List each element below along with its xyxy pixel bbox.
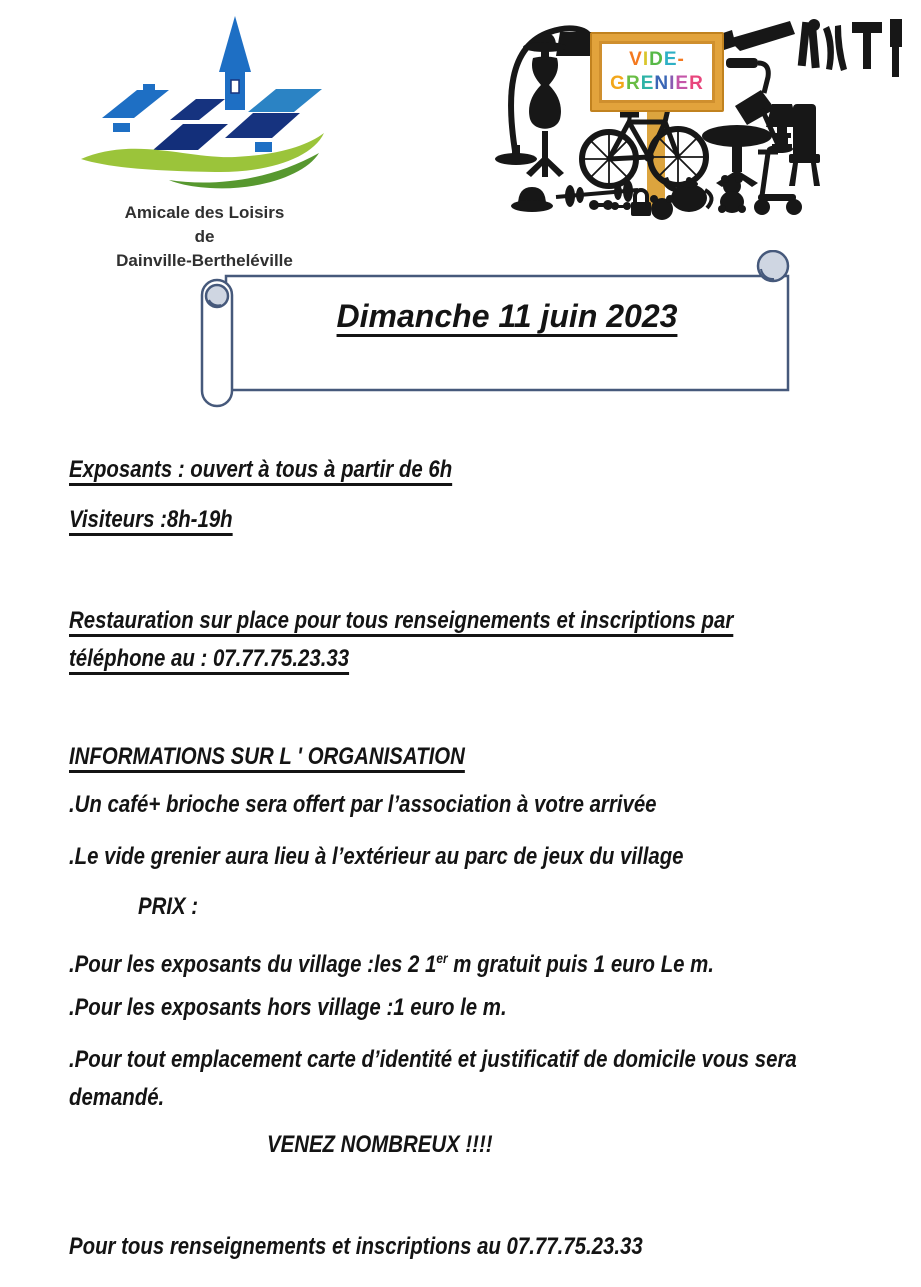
- informations-heading: INFORMATIONS SUR L ' ORGANISATION: [69, 743, 465, 770]
- sign-panel: [599, 41, 715, 103]
- cafe-line: .Un café+ brioche sera offert par l’association à votre arrivée: [69, 791, 657, 818]
- alarm-clock-icon: [650, 195, 674, 220]
- vide-grenier-clipart: [492, 6, 920, 224]
- lieu-line: .Le vide grenier aura lieu à l’extérieur au parc de jeux du village: [69, 843, 684, 870]
- sign-letter: G: [610, 73, 626, 94]
- sign-letter: V: [629, 49, 643, 70]
- sign-letter: E: [640, 73, 655, 94]
- identite-line1: .Pour tout emplacement carte d’identité et justificatif de domicile vous sera: [69, 1046, 797, 1073]
- teddy-bear-icon: [718, 175, 746, 213]
- sign-letter: R: [689, 73, 704, 94]
- prix-village-post: m gratuit puis 1 euro Le m.: [447, 951, 714, 978]
- visiteurs-line: Visiteurs :8h-19h: [69, 506, 233, 533]
- sign-letter: I: [642, 49, 650, 70]
- vide-grenier-sign: [590, 32, 724, 112]
- hat-icon: [511, 187, 553, 212]
- org-name-line1: Amicale des Loisirs: [124, 203, 285, 222]
- prix-village-pre: .Pour les exposants du village :les 2 1: [69, 951, 437, 978]
- sign-letter: -: [677, 49, 685, 70]
- prix-village-superscript: er: [436, 950, 448, 966]
- sign-letter: E: [675, 73, 690, 94]
- prix-label: PRIX :: [138, 893, 199, 920]
- org-name-line2: de: [194, 227, 215, 246]
- prix-village-line: [69, 942, 714, 981]
- prix-hors-line: .Pour les exposants hors village :1 euro le m.: [69, 994, 507, 1021]
- padlock-icon: [631, 190, 651, 216]
- identite-line2: demandé.: [69, 1084, 165, 1111]
- sign-letter: E: [663, 49, 678, 70]
- sign-letter: N: [654, 73, 670, 94]
- dumbbells-icons: [589, 200, 631, 210]
- footer-contact-line: Pour tous renseignements et inscriptions au 07.77.75.23.33: [69, 1233, 643, 1260]
- restauration-line1: Restauration sur place pour tous renseignements et inscriptions par: [69, 607, 734, 634]
- venez-nombreux-line: VENEZ NOMBREUX !!!!: [267, 1131, 493, 1158]
- village-logo-icon: [75, 10, 335, 192]
- sign-line2: [610, 72, 704, 96]
- date-scroll-banner: [196, 250, 796, 412]
- sign-line1: [629, 48, 685, 72]
- sign-letter: D: [649, 49, 664, 70]
- tools-icons: [720, 19, 902, 93]
- bicycle-icon: [582, 105, 706, 186]
- association-logo: [72, 10, 337, 273]
- restauration-line2: téléphone au : 07.77.75.23.33: [69, 645, 350, 672]
- org-name-line3: Dainville-Bertheléville: [116, 251, 293, 270]
- chair-icon: [789, 104, 820, 186]
- sign-letter: R: [625, 73, 641, 94]
- exposants-line: Exposants : ouvert à tous à partir de 6h: [69, 456, 453, 483]
- sign-letter: I: [669, 73, 676, 94]
- event-date: Dimanche 11 juin 2023: [336, 298, 678, 334]
